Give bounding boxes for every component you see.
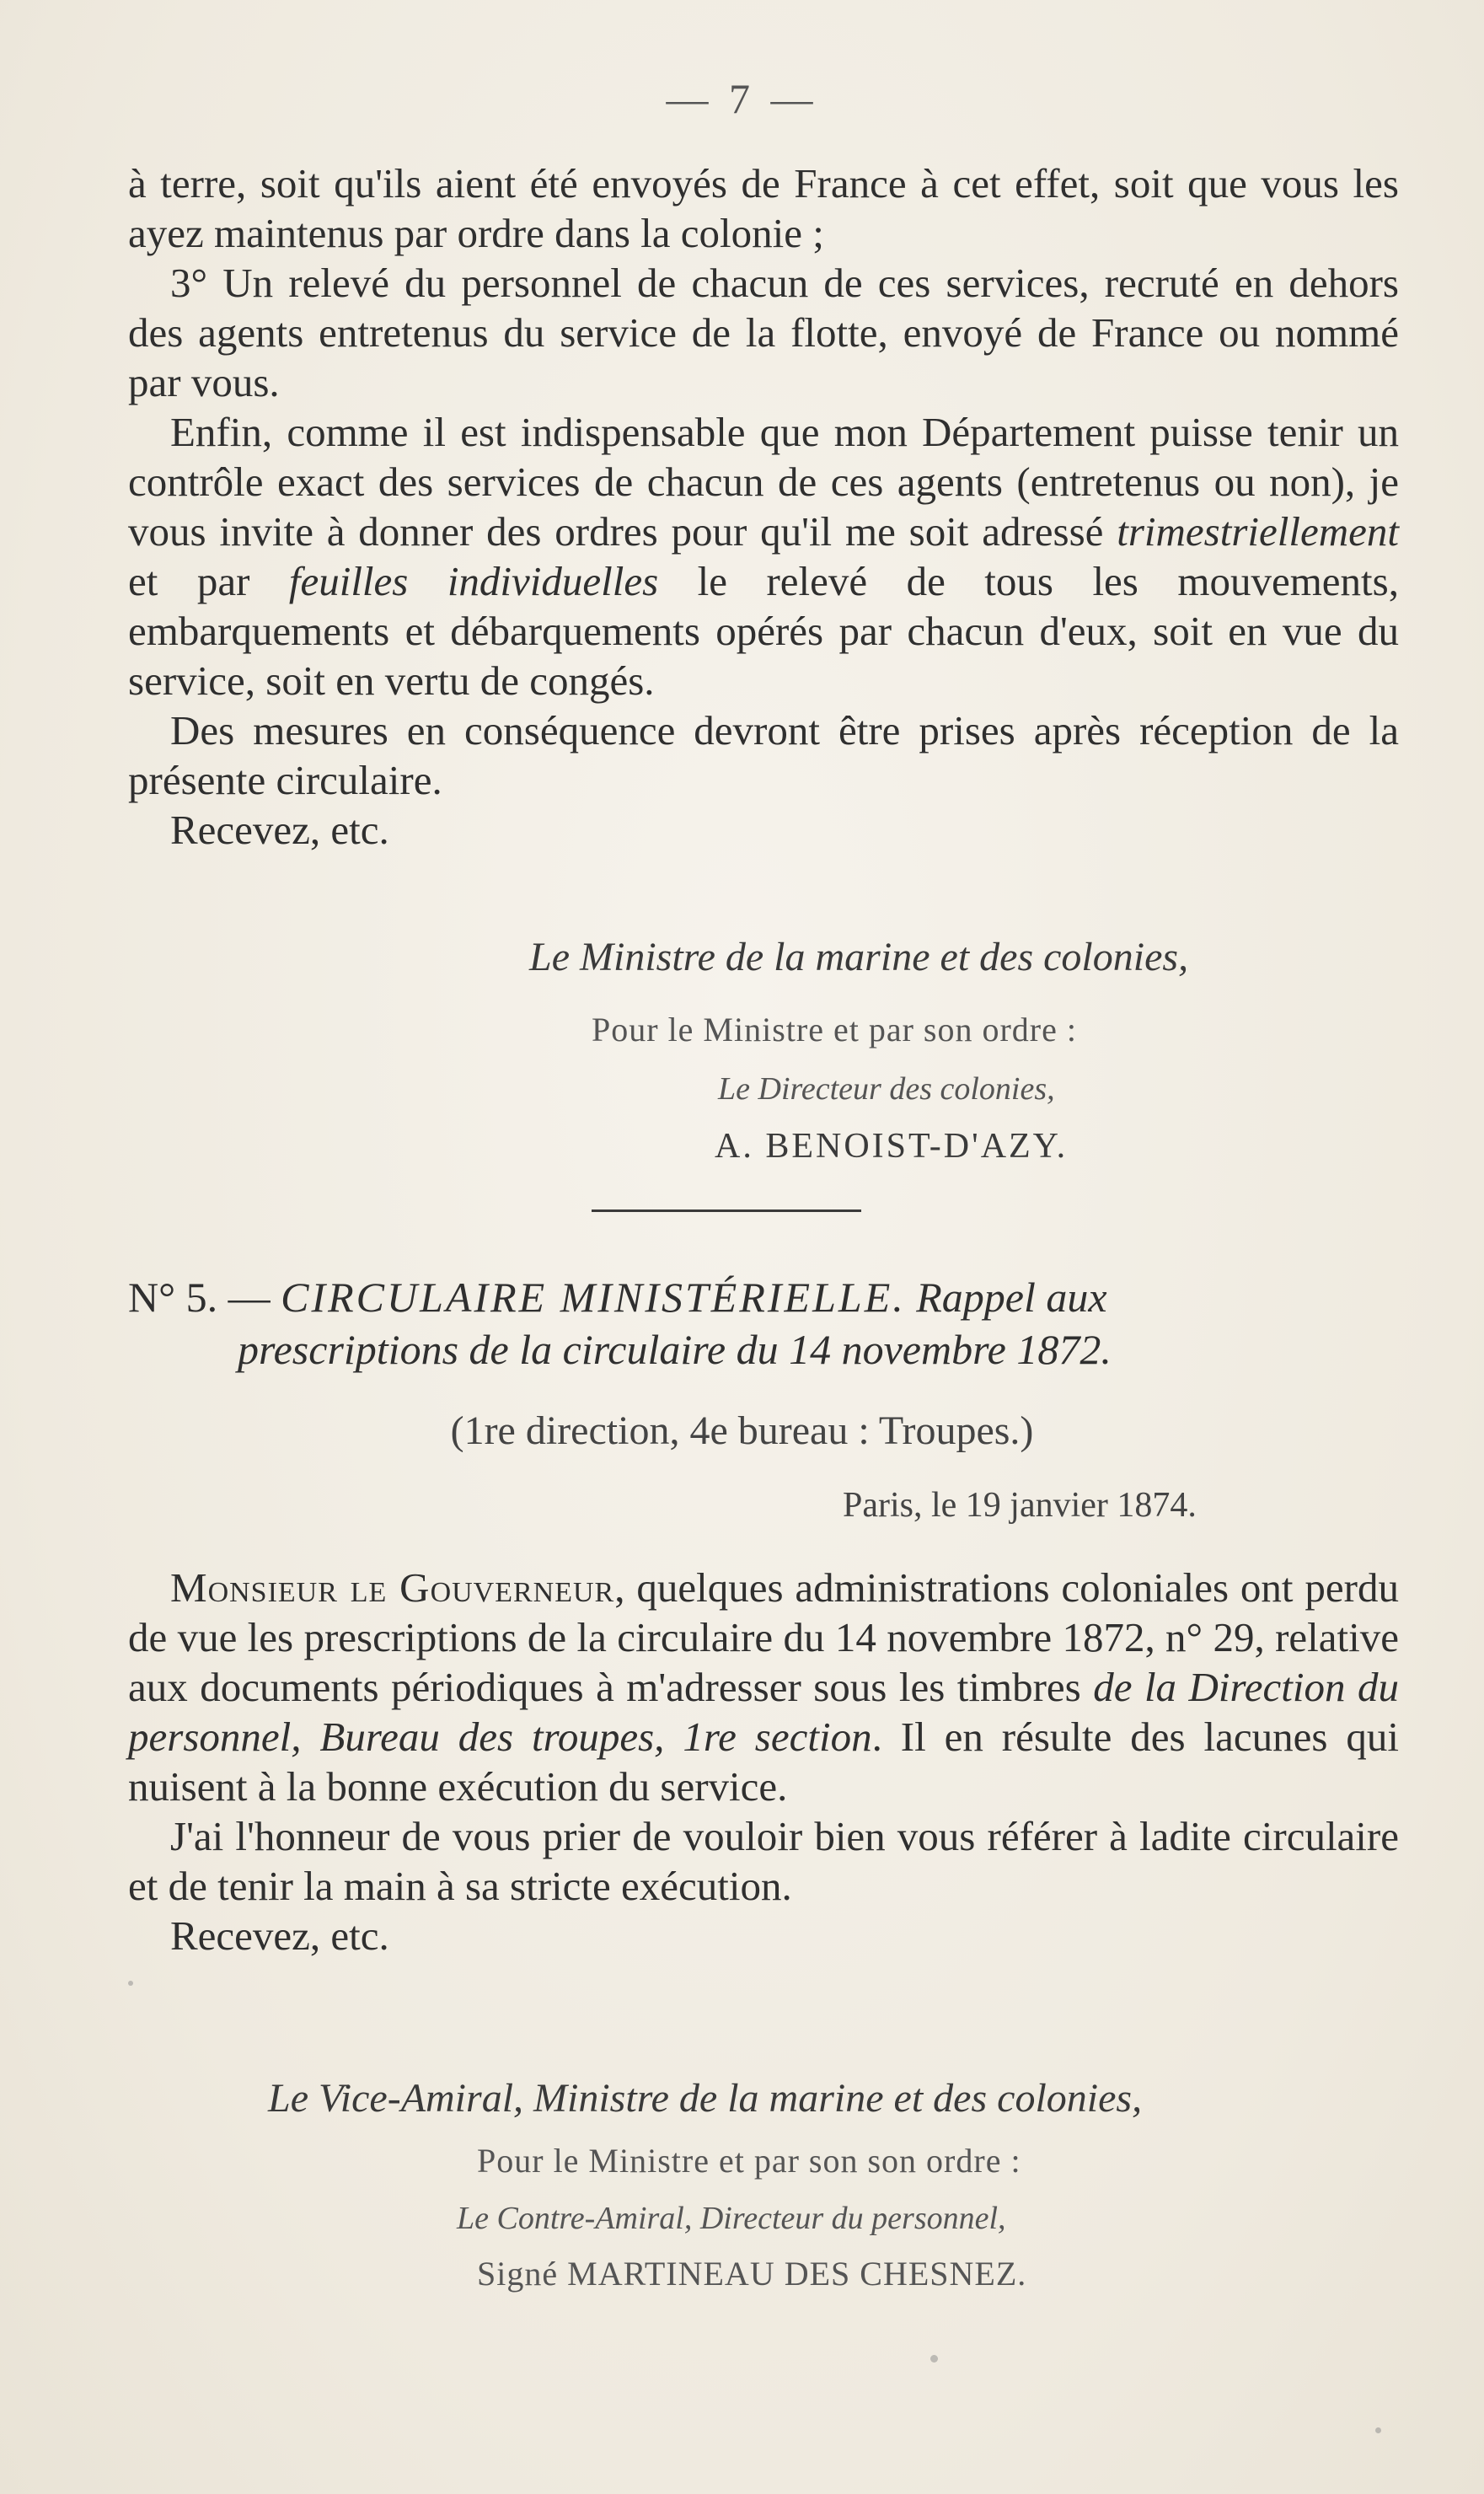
- signature2-line4: [477, 2254, 1026, 2293]
- paper-speck: [930, 2355, 938, 2363]
- paragraph-monsieur: [128, 1563, 1399, 1811]
- signature2-line3: Le Contre-Amiral, Directeur du personnel,: [457, 2201, 1006, 2236]
- paragraph-honneur: J'ai l'honneur de vous prier de vouloir bien vous référer à ladite circulaire et de tenir la main à sa stricte exécution.: [128, 1813, 1399, 1909]
- paragraph-enfin-part3: le relevé de tous les mouvements, embarquements et débarquements opérés par chacun d'eux, soit en vue du service, soit en vertu de congés.: [128, 558, 1399, 704]
- circular-direction: (1re direction, 4e bureau : Troupes.): [450, 1408, 1034, 1453]
- paper-speck: [1375, 2427, 1381, 2433]
- signature1-line2: Pour le Ministre et par son ordre :: [592, 1011, 1077, 1049]
- paragraph-enfin-part1: Enfin, comme il est indispensable que mon Département puisse tenir un contrôle exact des services de chacun de ces agents (entretenus ou non), je vous invite à donner des ordres pour qu'il me soit adressé: [128, 409, 1399, 555]
- paragraph-enfin-part2: et par: [128, 558, 289, 604]
- circular-date: Paris, le 19 janvier 1874.: [843, 1486, 1197, 1525]
- closing-2: Recevez, etc.: [170, 1912, 389, 1959]
- paper-speck: [128, 1981, 133, 1986]
- circular-title: CIRCULAIRE MINISTÉRIELLE.: [281, 1274, 906, 1321]
- circular-subject: prescriptions de la circulaire du 14 novembre 1872.: [238, 1326, 1112, 1373]
- circular-subject-lead: Rappel aux: [916, 1274, 1107, 1321]
- paragraph-monsieur-part1: , quelques administrations coloniales ont perdu de vue les prescriptions de la circulaire du 14 novembre 1872, n° 29, relative aux documents périodiques à m'adresser sous les timbres: [128, 1564, 1399, 1710]
- body-text-bottom: [128, 1563, 1399, 1960]
- signature1-line4: A. BENOIST-D'AZY.: [715, 1127, 1069, 1166]
- signature1-line1: Le Ministre de la marine et des colonies,: [529, 935, 1189, 979]
- paragraph-enfin-italic1: trimestriellement: [1117, 508, 1399, 555]
- signature2-prefix: Signé: [477, 2255, 559, 2293]
- circular-heading: [128, 1271, 1399, 1376]
- paragraph-enfin: [128, 407, 1399, 705]
- page-number: — 7 —: [666, 75, 818, 122]
- circular-number: N° 5. —: [128, 1274, 271, 1321]
- paragraph-enfin-italic2: feuilles individuelles: [288, 558, 659, 604]
- paragraph-continuation-2: 3° Un relevé du personnel de chacun de ces services, recruté en dehors des agents entretenus du service de la flotte, envoyé de France ou nommé par vous.: [128, 260, 1399, 405]
- signature2-name: MARTINEAU DES CHESNEZ.: [567, 2255, 1027, 2293]
- salutation: Monsieur le Gouverneur: [170, 1564, 615, 1611]
- closing-1: Recevez, etc.: [170, 807, 389, 853]
- paragraph-mesures: Des mesures en conséquence devront être prises après réception de la présente circulaire.: [128, 707, 1399, 803]
- signature1-line3: Le Directeur des colonies,: [718, 1071, 1055, 1107]
- signature2-line2: Pour le Ministre et par son son ordre :: [477, 2142, 1021, 2180]
- signature2-line1: Le Vice-Amiral, Ministre de la marine et des colonies,: [268, 2076, 1143, 2121]
- section-divider: [592, 1209, 861, 1212]
- paragraph-monsieur-italic: de la Direction du personnel, Bureau des troupes, 1re section: [128, 1664, 1399, 1760]
- paragraph-continuation-1: à terre, soit qu'ils aient été envoyés de France à cet effet, soit que vous les ayez maintenus par ordre dans la colonie ;: [128, 160, 1399, 256]
- paragraph-monsieur-part2: . Il en résulte des lacunes qui nuisent à la bonne exécution du service.: [128, 1714, 1399, 1810]
- body-text-top: [128, 158, 1399, 855]
